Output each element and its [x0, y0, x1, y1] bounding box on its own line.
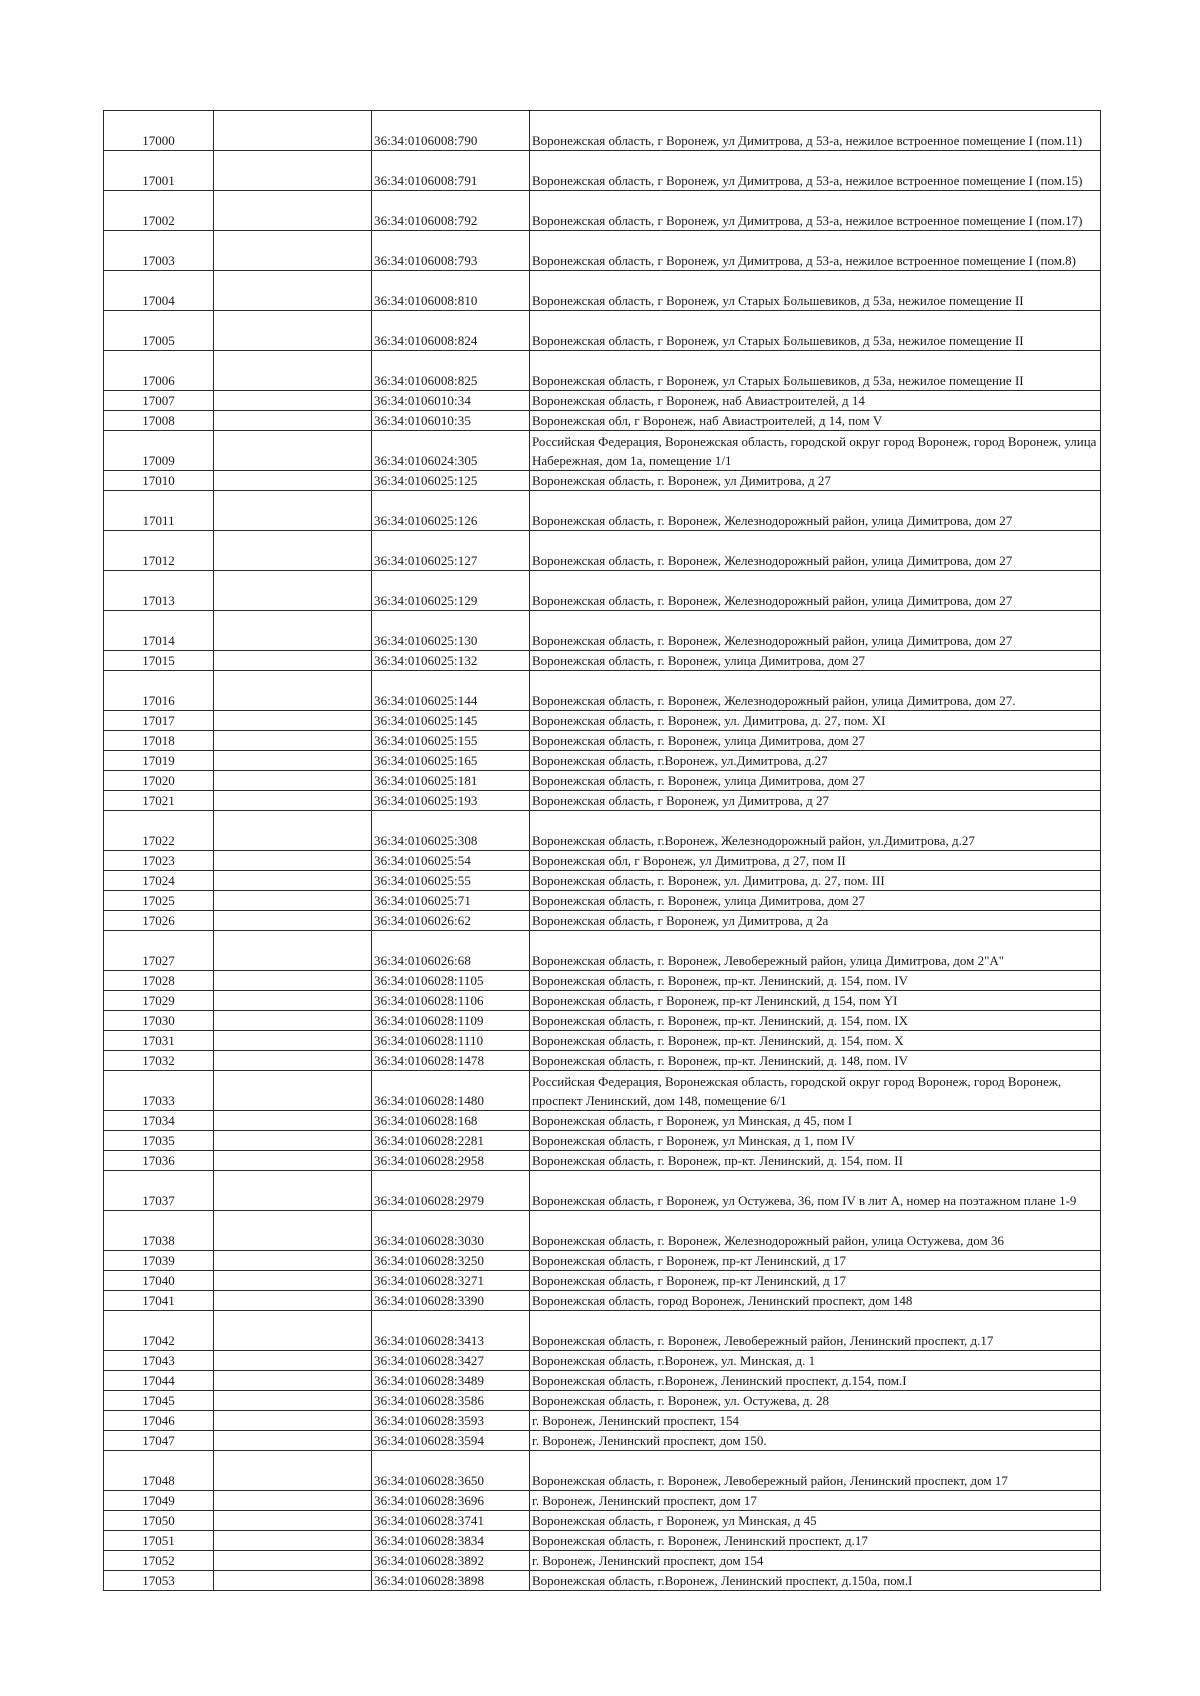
row-number-cell: 17022	[104, 811, 214, 851]
empty-cell	[214, 111, 372, 151]
table-row	[104, 1351, 1101, 1371]
row-number-cell: 17029	[104, 991, 214, 1011]
row-number-cell: 17002	[104, 191, 214, 231]
table-row	[104, 911, 1101, 931]
cadastral-number-cell: 36:34:0106010:34	[372, 391, 530, 411]
empty-cell	[214, 1491, 372, 1511]
row-number-cell: 17015	[104, 651, 214, 671]
row-number-cell: 17026	[104, 911, 214, 931]
address-cell: г. Воронеж, Ленинский проспект, дом 154	[530, 1551, 1101, 1571]
table-row	[104, 1211, 1101, 1251]
table-row	[104, 411, 1101, 431]
row-number-cell: 17021	[104, 791, 214, 811]
address-cell: Воронежская область, г. Воронеж, Железнодорожный район, улица Димитрова, дом 27	[530, 571, 1101, 611]
address-cell: Воронежская область, г Воронеж, ул Минская, д 1, пом IV	[530, 1131, 1101, 1151]
row-number-cell: 17009	[104, 431, 214, 471]
row-number-cell: 17039	[104, 1251, 214, 1271]
table-row	[104, 1071, 1101, 1111]
row-number-cell: 17027	[104, 931, 214, 971]
cadastral-number-cell: 36:34:0106025:155	[372, 731, 530, 751]
table-row	[104, 1291, 1101, 1311]
address-cell: Воронежская область, г. Воронеж, улица Димитрова, дом 27	[530, 651, 1101, 671]
empty-cell	[214, 711, 372, 731]
empty-cell	[214, 1351, 372, 1371]
cadastral-number-cell: 36:34:0106025:129	[372, 571, 530, 611]
cadastral-number-cell: 36:34:0106025:308	[372, 811, 530, 851]
cadastral-number-cell: 36:34:0106028:3250	[372, 1251, 530, 1271]
cadastral-number-cell: 36:34:0106025:145	[372, 711, 530, 731]
empty-cell	[214, 1031, 372, 1051]
cadastral-number-cell: 36:34:0106025:193	[372, 791, 530, 811]
address-cell: Воронежская область, г.Воронеж, Ленинский проспект, д.150а, пом.I	[530, 1571, 1101, 1591]
empty-cell	[214, 1071, 372, 1111]
address-cell: Воронежская область, г. Воронеж, ул. Остужева, д. 28	[530, 1391, 1101, 1411]
row-number-cell: 17001	[104, 151, 214, 191]
cadastral-number-cell: 36:34:0106008:790	[372, 111, 530, 151]
table-row	[104, 1271, 1101, 1291]
cadastral-number-cell: 36:34:0106010:35	[372, 411, 530, 431]
cadastral-number-cell: 36:34:0106025:125	[372, 471, 530, 491]
row-number-cell: 17014	[104, 611, 214, 651]
row-number-cell: 17048	[104, 1451, 214, 1491]
address-cell: Воронежская область, г. Воронеж, улица Димитрова, дом 27	[530, 891, 1101, 911]
row-number-cell: 17032	[104, 1051, 214, 1071]
cadastral-number-cell: 36:34:0106008:791	[372, 151, 530, 191]
table-row	[104, 1531, 1101, 1551]
address-cell: Воронежская область, г Воронеж, пр-кт Ленинский, д 17	[530, 1271, 1101, 1291]
empty-cell	[214, 931, 372, 971]
registry-body	[104, 111, 1101, 1591]
address-cell: Воронежская область, г. Воронеж, Железнодорожный район, улица Димитрова, дом 27	[530, 491, 1101, 531]
empty-cell	[214, 1291, 372, 1311]
cadastral-number-cell: 36:34:0106028:2979	[372, 1171, 530, 1211]
address-cell: Российская Федерация, Воронежская область, городской округ город Воронеж, город Воронеж, проспект Ленинский, дом 148, помещение 6/1	[530, 1071, 1101, 1111]
table-row	[104, 1551, 1101, 1571]
row-number-cell: 17044	[104, 1371, 214, 1391]
table-row	[104, 671, 1101, 711]
row-number-cell: 17036	[104, 1151, 214, 1171]
cadastral-number-cell: 36:34:0106028:3586	[372, 1391, 530, 1411]
address-cell: Воронежская область, г Воронеж, ул Димитрова, д 27	[530, 791, 1101, 811]
row-number-cell: 17008	[104, 411, 214, 431]
empty-cell	[214, 1171, 372, 1211]
address-cell: Воронежская область, г Воронеж, ул Старых Большевиков, д 53а, нежилое помещение II	[530, 311, 1101, 351]
empty-cell	[214, 1431, 372, 1451]
cadastral-number-cell: 36:34:0106028:3898	[372, 1571, 530, 1591]
registry-table	[103, 110, 1101, 1591]
empty-cell	[214, 1151, 372, 1171]
empty-cell	[214, 1551, 372, 1571]
address-cell: г. Воронеж, Ленинский проспект, дом 150.	[530, 1431, 1101, 1451]
row-number-cell: 17050	[104, 1511, 214, 1531]
address-cell: Воронежская область, г. Воронеж, Ленинский проспект, д.17	[530, 1531, 1101, 1551]
row-number-cell: 17040	[104, 1271, 214, 1291]
table-row	[104, 391, 1101, 411]
address-cell: Воронежская область, г Воронеж, ул Остужева, 36, пом IV в лит А, номер на поэтажном плане 1-9	[530, 1171, 1101, 1211]
table-row	[104, 1031, 1101, 1051]
empty-cell	[214, 791, 372, 811]
row-number-cell: 17047	[104, 1431, 214, 1451]
table-row	[104, 151, 1101, 191]
table-row	[104, 991, 1101, 1011]
table-row	[104, 191, 1101, 231]
table-row	[104, 1251, 1101, 1271]
table-row	[104, 1111, 1101, 1131]
address-cell: Воронежская область, г. Воронеж, Железнодорожный район, улица Димитрова, дом 27.	[530, 671, 1101, 711]
empty-cell	[214, 1011, 372, 1031]
empty-cell	[214, 531, 372, 571]
row-number-cell: 17034	[104, 1111, 214, 1131]
address-cell: Воронежская область, г. Воронеж, Левобережный район, Ленинский проспект, дом 17	[530, 1451, 1101, 1491]
address-cell: Воронежская область, г Воронеж, ул Старых Большевиков, д 53а, нежилое помещение II	[530, 351, 1101, 391]
table-row	[104, 1511, 1101, 1531]
address-cell: Воронежская область, г. Воронеж, Железнодорожный район, улица Димитрова, дом 27	[530, 611, 1101, 651]
empty-cell	[214, 411, 372, 431]
cadastral-number-cell: 36:34:0106025:130	[372, 611, 530, 651]
row-number-cell: 17033	[104, 1071, 214, 1111]
cadastral-number-cell: 36:34:0106028:3892	[372, 1551, 530, 1571]
address-cell: Воронежская область, г. Воронеж, пр-кт. Ленинский, д. 154, пом. IX	[530, 1011, 1101, 1031]
address-cell: Воронежская область, г Воронеж, наб Авиастроителей, д 14	[530, 391, 1101, 411]
address-cell: г. Воронеж, Ленинский проспект, 154	[530, 1411, 1101, 1431]
row-number-cell: 17016	[104, 671, 214, 711]
cadastral-number-cell: 36:34:0106008:824	[372, 311, 530, 351]
table-row	[104, 1431, 1101, 1451]
cadastral-number-cell: 36:34:0106025:54	[372, 851, 530, 871]
cadastral-number-cell: 36:34:0106028:3650	[372, 1451, 530, 1491]
cadastral-number-cell: 36:34:0106028:3489	[372, 1371, 530, 1391]
address-cell: Воронежская область, г. Воронеж, улица Димитрова, дом 27	[530, 731, 1101, 751]
table-row	[104, 771, 1101, 791]
empty-cell	[214, 471, 372, 491]
address-cell: Воронежская область, г.Воронеж, Ленинский проспект, д.154, пом.I	[530, 1371, 1101, 1391]
address-cell: Воронежская область, г Воронеж, ул Димитрова, д 53-а, нежилое встроенное помещение I (пом.11)	[530, 111, 1101, 151]
row-number-cell: 17019	[104, 751, 214, 771]
cadastral-number-cell: 36:34:0106028:3741	[372, 1511, 530, 1531]
address-cell: Воронежская область, г. Воронеж, Левобережный район, Ленинский проспект, д.17	[530, 1311, 1101, 1351]
row-number-cell: 17051	[104, 1531, 214, 1551]
row-number-cell: 17007	[104, 391, 214, 411]
table-row	[104, 1491, 1101, 1511]
row-number-cell: 17013	[104, 571, 214, 611]
empty-cell	[214, 971, 372, 991]
table-row	[104, 431, 1101, 471]
address-cell: Воронежская обл, г Воронеж, наб Авиастроителей, д 14, пом V	[530, 411, 1101, 431]
address-cell: Воронежская область, г. Воронеж, ул Димитрова, д 27	[530, 471, 1101, 491]
cadastral-number-cell: 36:34:0106028:3427	[372, 1351, 530, 1371]
empty-cell	[214, 1511, 372, 1531]
empty-cell	[214, 1451, 372, 1491]
empty-cell	[214, 1571, 372, 1591]
row-number-cell: 17045	[104, 1391, 214, 1411]
empty-cell	[214, 671, 372, 711]
table-row	[104, 1151, 1101, 1171]
table-row	[104, 1131, 1101, 1151]
row-number-cell: 17037	[104, 1171, 214, 1211]
address-cell: Воронежская область, г.Воронеж, Железнодорожный район, ул.Димитрова, д.27	[530, 811, 1101, 851]
cadastral-number-cell: 36:34:0106028:1480	[372, 1071, 530, 1111]
table-row	[104, 1311, 1101, 1351]
table-row	[104, 731, 1101, 751]
cadastral-number-cell: 36:34:0106008:792	[372, 191, 530, 231]
cadastral-number-cell: 36:34:0106028:3594	[372, 1431, 530, 1451]
row-number-cell: 17043	[104, 1351, 214, 1371]
row-number-cell: 17035	[104, 1131, 214, 1151]
row-number-cell: 17038	[104, 1211, 214, 1251]
address-cell: Воронежская область, г. Воронеж, пр-кт. Ленинский, д. 154, пом. X	[530, 1031, 1101, 1051]
row-number-cell: 17046	[104, 1411, 214, 1431]
cadastral-number-cell: 36:34:0106028:3413	[372, 1311, 530, 1351]
table-row	[104, 491, 1101, 531]
table-row	[104, 651, 1101, 671]
row-number-cell: 17025	[104, 891, 214, 911]
cadastral-number-cell: 36:34:0106025:144	[372, 671, 530, 711]
table-row	[104, 1171, 1101, 1211]
empty-cell	[214, 1391, 372, 1411]
empty-cell	[214, 1111, 372, 1131]
empty-cell	[214, 991, 372, 1011]
address-cell: Воронежская область, г Воронеж, пр-кт Ленинский, д 154, пом YI	[530, 991, 1101, 1011]
table-row	[104, 231, 1101, 271]
row-number-cell: 17003	[104, 231, 214, 271]
row-number-cell: 17012	[104, 531, 214, 571]
registry-sheet	[103, 110, 1100, 1591]
address-cell: Воронежская область, г. Воронеж, ул. Димитрова, д. 27, пом. XI	[530, 711, 1101, 731]
empty-cell	[214, 491, 372, 531]
row-number-cell: 17042	[104, 1311, 214, 1351]
cadastral-number-cell: 36:34:0106028:3390	[372, 1291, 530, 1311]
address-cell: Воронежская область, г. Воронеж, ул. Димитрова, д. 27, пом. III	[530, 871, 1101, 891]
row-number-cell: 17028	[104, 971, 214, 991]
cadastral-number-cell: 36:34:0106028:3271	[372, 1271, 530, 1291]
row-number-cell: 17018	[104, 731, 214, 751]
cadastral-number-cell: 36:34:0106028:3030	[372, 1211, 530, 1251]
empty-cell	[214, 231, 372, 271]
address-cell: Воронежская область, г. Воронеж, Железнодорожный район, улица Остужева, дом 36	[530, 1211, 1101, 1251]
empty-cell	[214, 311, 372, 351]
address-cell: Воронежская область, г. Воронеж, Железнодорожный район, улица Димитрова, дом 27	[530, 531, 1101, 571]
row-number-cell: 17030	[104, 1011, 214, 1031]
empty-cell	[214, 351, 372, 391]
empty-cell	[214, 431, 372, 471]
cadastral-number-cell: 36:34:0106028:2958	[372, 1151, 530, 1171]
table-row	[104, 791, 1101, 811]
address-cell: Воронежская область, г Воронеж, ул Минская, д 45, пом I	[530, 1111, 1101, 1131]
empty-cell	[214, 771, 372, 791]
cadastral-number-cell: 36:34:0106024:305	[372, 431, 530, 471]
cadastral-number-cell: 36:34:0106025:181	[372, 771, 530, 791]
table-row	[104, 1011, 1101, 1031]
cadastral-number-cell: 36:34:0106028:1478	[372, 1051, 530, 1071]
empty-cell	[214, 1411, 372, 1431]
empty-cell	[214, 891, 372, 911]
empty-cell	[214, 1051, 372, 1071]
table-row	[104, 571, 1101, 611]
address-cell: Воронежская область, г.Воронеж, ул.Димитрова, д.27	[530, 751, 1101, 771]
table-row	[104, 931, 1101, 971]
table-row	[104, 611, 1101, 651]
address-cell: Воронежская область, г. Воронеж, Левобережный район, улица Димитрова, дом 2"А"	[530, 931, 1101, 971]
table-row	[104, 711, 1101, 731]
address-cell: Воронежская область, г Воронеж, ул Старых Большевиков, д 53а, нежилое помещение II	[530, 271, 1101, 311]
cadastral-number-cell: 36:34:0106008:793	[372, 231, 530, 271]
cadastral-number-cell: 36:34:0106028:3696	[372, 1491, 530, 1511]
row-number-cell: 17004	[104, 271, 214, 311]
table-row	[104, 851, 1101, 871]
empty-cell	[214, 811, 372, 851]
table-row	[104, 471, 1101, 491]
table-row	[104, 811, 1101, 851]
address-cell: Воронежская область, г. Воронеж, улица Димитрова, дом 27	[530, 771, 1101, 791]
address-cell: Воронежская область, г. Воронеж, пр-кт. Ленинский, д. 154, пом. IV	[530, 971, 1101, 991]
table-row	[104, 891, 1101, 911]
empty-cell	[214, 1211, 372, 1251]
table-row	[104, 751, 1101, 771]
table-row	[104, 871, 1101, 891]
row-number-cell: 17023	[104, 851, 214, 871]
empty-cell	[214, 271, 372, 311]
empty-cell	[214, 751, 372, 771]
empty-cell	[214, 1271, 372, 1291]
address-cell: Воронежская область, г Воронеж, пр-кт Ленинский, д 17	[530, 1251, 1101, 1271]
cadastral-number-cell: 36:34:0106028:168	[372, 1111, 530, 1131]
address-cell: Воронежская область, г. Воронеж, пр-кт. Ленинский, д. 154, пом. II	[530, 1151, 1101, 1171]
empty-cell	[214, 1311, 372, 1351]
table-row	[104, 1571, 1101, 1591]
empty-cell	[214, 651, 372, 671]
table-row	[104, 531, 1101, 571]
row-number-cell: 17011	[104, 491, 214, 531]
empty-cell	[214, 1531, 372, 1551]
cadastral-number-cell: 36:34:0106028:2281	[372, 1131, 530, 1151]
table-row	[104, 271, 1101, 311]
address-cell: Воронежская область, г Воронеж, ул Димитрова, д 53-а, нежилое встроенное помещение I (пом.15)	[530, 151, 1101, 191]
row-number-cell: 17006	[104, 351, 214, 391]
cadastral-number-cell: 36:34:0106028:1109	[372, 1011, 530, 1031]
table-row	[104, 351, 1101, 391]
table-row	[104, 311, 1101, 351]
empty-cell	[214, 391, 372, 411]
row-number-cell: 17041	[104, 1291, 214, 1311]
address-cell: Воронежская область, г Воронеж, ул Димитрова, д 2а	[530, 911, 1101, 931]
cadastral-number-cell: 36:34:0106025:165	[372, 751, 530, 771]
row-number-cell: 17024	[104, 871, 214, 891]
cadastral-number-cell: 36:34:0106028:1110	[372, 1031, 530, 1051]
address-cell: Воронежская обл, г Воронеж, ул Димитрова, д 27, пом II	[530, 851, 1101, 871]
address-cell: Воронежская область, г Воронеж, ул Димитрова, д 53-а, нежилое встроенное помещение I (пом.8)	[530, 231, 1101, 271]
address-cell: Воронежская область, г.Воронеж, ул. Минская, д. 1	[530, 1351, 1101, 1371]
address-cell: Воронежская область, г Воронеж, ул Димитрова, д 53-а, нежилое встроенное помещение I (пом.17)	[530, 191, 1101, 231]
empty-cell	[214, 151, 372, 191]
cadastral-number-cell: 36:34:0106028:3834	[372, 1531, 530, 1551]
row-number-cell: 17017	[104, 711, 214, 731]
address-cell: Российская Федерация, Воронежская область, городской округ город Воронеж, город Воронеж, улица Набережная, дом 1а, помещение 1/1	[530, 431, 1101, 471]
empty-cell	[214, 1371, 372, 1391]
empty-cell	[214, 731, 372, 751]
cadastral-number-cell: 36:34:0106025:55	[372, 871, 530, 891]
cadastral-number-cell: 36:34:0106028:1105	[372, 971, 530, 991]
cadastral-number-cell: 36:34:0106025:126	[372, 491, 530, 531]
empty-cell	[214, 191, 372, 231]
address-cell: Воронежская область, г. Воронеж, пр-кт. Ленинский, д. 148, пом. IV	[530, 1051, 1101, 1071]
cadastral-number-cell: 36:34:0106028:1106	[372, 991, 530, 1011]
address-cell: Воронежская область, г Воронеж, ул Минская, д 45	[530, 1511, 1101, 1531]
row-number-cell: 17052	[104, 1551, 214, 1571]
empty-cell	[214, 851, 372, 871]
row-number-cell: 17005	[104, 311, 214, 351]
row-number-cell: 17053	[104, 1571, 214, 1591]
table-row	[104, 1391, 1101, 1411]
cadastral-number-cell: 36:34:0106008:810	[372, 271, 530, 311]
row-number-cell: 17000	[104, 111, 214, 151]
row-number-cell: 17020	[104, 771, 214, 791]
empty-cell	[214, 1131, 372, 1151]
address-cell: Воронежская область, город Воронеж, Ленинский проспект, дом 148	[530, 1291, 1101, 1311]
cadastral-number-cell: 36:34:0106028:3593	[372, 1411, 530, 1431]
row-number-cell: 17049	[104, 1491, 214, 1511]
cadastral-number-cell: 36:34:0106026:68	[372, 931, 530, 971]
table-row	[104, 971, 1101, 991]
table-row	[104, 1051, 1101, 1071]
empty-cell	[214, 1251, 372, 1271]
empty-cell	[214, 911, 372, 931]
table-row	[104, 1371, 1101, 1391]
table-row	[104, 1451, 1101, 1491]
cadastral-number-cell: 36:34:0106025:127	[372, 531, 530, 571]
address-cell: г. Воронеж, Ленинский проспект, дом 17	[530, 1491, 1101, 1511]
row-number-cell: 17031	[104, 1031, 214, 1051]
cadastral-number-cell: 36:34:0106025:71	[372, 891, 530, 911]
row-number-cell: 17010	[104, 471, 214, 491]
empty-cell	[214, 611, 372, 651]
cadastral-number-cell: 36:34:0106025:132	[372, 651, 530, 671]
cadastral-number-cell: 36:34:0106008:825	[372, 351, 530, 391]
table-row	[104, 1411, 1101, 1431]
table-row	[104, 111, 1101, 151]
empty-cell	[214, 571, 372, 611]
empty-cell	[214, 871, 372, 891]
cadastral-number-cell: 36:34:0106026:62	[372, 911, 530, 931]
